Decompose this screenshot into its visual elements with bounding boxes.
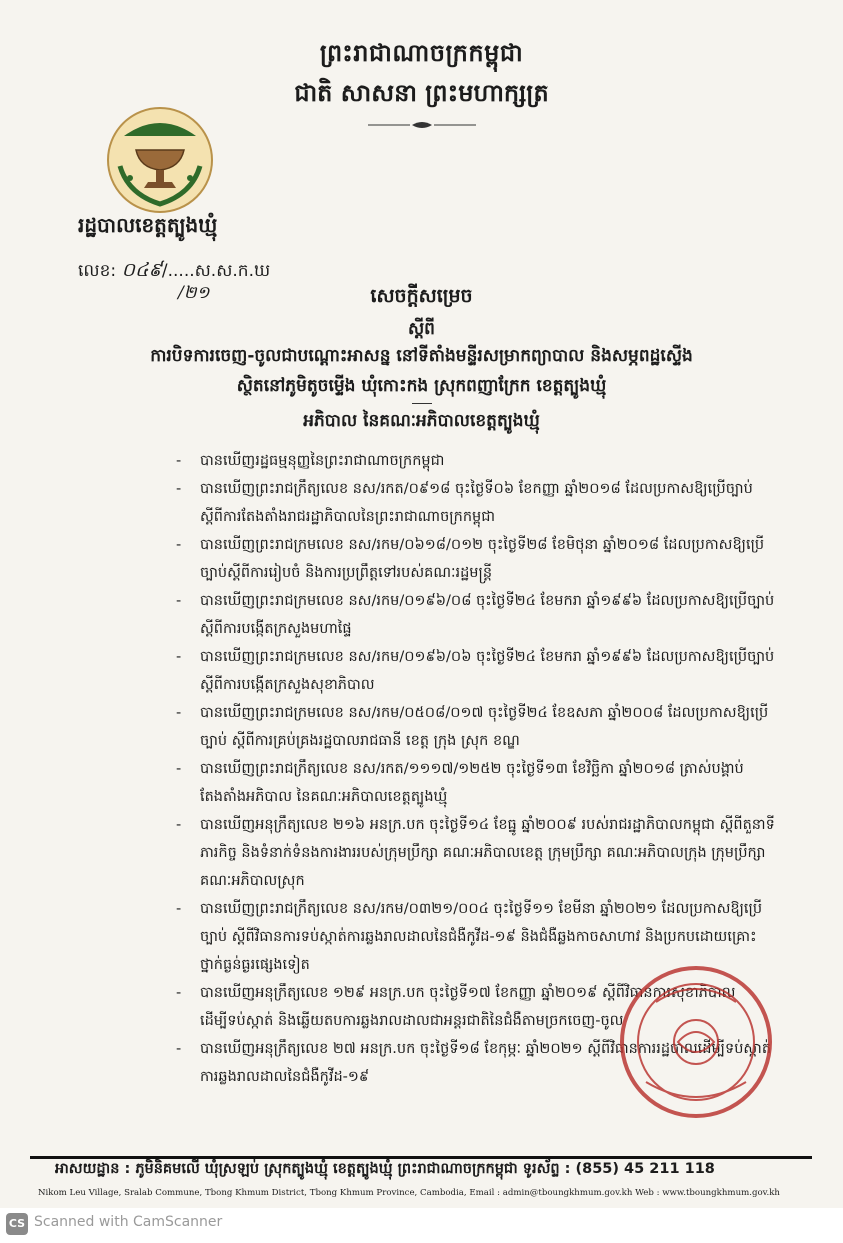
- list-item: - បានឃើញអនុក្រឹត្យលេខ ២១៦ អនក្រ.បក ចុះថ្ងៃទី១៤ ខែធ្នូ ឆ្នាំ២០០៩ របស់រាជរដ្ឋាភិបាលកម្ពុជា ស្តីពីតួនាទី ភារកិច្ច និងទំនាក់ទំនងការងាររបស់ក្រុមប្រឹក្សា គណៈអភិបាលខេត្ត ក្រុមប្រឹក្សា គណៈអភិបាលក្រុង ក្រុមប្រឹក្សា គណៈអភិបាលស្រុក: [176, 811, 776, 895]
- list-item: - បានឃើញអនុក្រឹត្យលេខ ២៧ អនក្រ.បក ចុះថ្ងៃទី១៨ ខែកុម្ភៈ ឆ្នាំ២០២១ ស្តីពីវិធានការរដ្ឋបាលដើម្បីទប់ស្កាត់ការឆ្លងរាលដាលនៃជំងឺកូវីដ-១៩: [176, 1035, 776, 1091]
- reference-number: ០៤៩: [121, 259, 162, 281]
- reference-label: លេខ:: [78, 261, 117, 281]
- reference-year: /២១: [178, 283, 210, 303]
- title-separator: [412, 403, 432, 404]
- list-item: - បានឃើញរដ្ឋធម្មនុញ្ញនៃព្រះរាជាណាចក្រកម្ពុជា: [176, 447, 776, 475]
- ornament-divider: [368, 120, 476, 130]
- kingdom-heading: ព្រះរាជាណាចក្រកម្ពុជា: [319, 39, 524, 67]
- provincial-seal-logo: [106, 106, 214, 214]
- list-item: - បានឃើញព្រះរាជក្រមលេខ នស/រកម/០១៩៦/០៦ ចុះថ្ងៃទី២៤ ខែមករា ឆ្នាំ១៩៩៦ ដែលប្រកាសឱ្យប្រើច្បាប់ស្តីពីការបង្កើតក្រសួងសុខាភិបាល: [176, 643, 776, 699]
- reference-suffix: /.....ស.ស.ក.ឃ: [161, 261, 271, 281]
- official-red-stamp: [616, 962, 776, 1122]
- footer-address-khmer: អាសយដ្ឋាន : ភូមិនិគមលើ ឃុំស្រឡប់ ស្រុកត្បូងឃ្មុំ ខេត្តត្បូងឃ្មុំ ព្រះរាជាណាចក្រកម្ពុជា ទូរស័ព្ទ : (855) 45 211 118: [55, 1161, 715, 1177]
- national-motto: ជាតិ សាសនា ព្រះមហាក្សត្រ: [294, 79, 549, 107]
- governor-heading: អភិបាល នៃគណៈអភិបាលខេត្តត្បូងឃ្មុំ: [303, 411, 540, 431]
- footer-divider: [30, 1156, 812, 1159]
- camscanner-logo-icon: CS: [6, 1213, 28, 1235]
- subject-line-1: ការបិទការចេញ-ចូលជាបណ្តោះអាសន្ន នៅទីតាំងមន្ទីរសម្រាកព្យាបាល និងសម្ភពដ្ឋស្ទើង: [150, 346, 693, 366]
- issuing-authority: រដ្ឋបាលខេត្តត្បូងឃ្មុំ: [78, 213, 218, 237]
- subject-line-2: ស្ថិតនៅភូមិតូចម្ទើង ឃុំកោះកង ស្រុកពញាក្រែក ខេត្តត្បូងឃ្មុំ: [236, 376, 607, 396]
- reference-line: [78, 258, 270, 286]
- list-item: - បានឃើញព្រះរាជក្រឹត្យលេខ នស/រកម/០៣២១/០០៤ ចុះថ្ងៃទី១១ ខែមីនា ឆ្នាំ២០២១ ដែលប្រកាសឱ្យប្រើច្បាប់ ស្តីពីវិធានការទប់ស្កាត់ការឆ្លងរាលដាលនៃជំងឺកូវីដ-១៩ និងជំងឺឆ្លងកាចសាហាវ និងប្រកបដោយគ្រោះថ្នាក់ធ្ងន់ធ្ងរផ្សេងទៀត: [176, 895, 776, 979]
- list-item: - បានឃើញព្រះរាជក្រឹត្យលេខ នស/រកត/០៩១៨ ចុះថ្ងៃទី០៦ ខែកញ្ញា ឆ្នាំ២០១៨ ដែលប្រកាសឱ្យប្រើច្បាប់ ស្តីពីការតែងតាំងរាជរដ្ឋាភិបាលនៃព្រះរាជាណាចក្រកម្ពុជា: [176, 475, 776, 531]
- title-on: ស្តីពី: [408, 319, 435, 339]
- list-item: - បានឃើញព្រះរាជក្រឹត្យលេខ នស/រកត/១១១៧/១២៥២ ចុះថ្ងៃទី១៣ ខែវិច្ឆិកា ឆ្នាំ២០១៨ ត្រាស់បង្គាប់តែងតាំងអភិបាល នៃគណៈអភិបាលខេត្តត្បូងឃ្មុំ: [176, 755, 776, 811]
- scanner-watermark-text: Scanned with CamScanner: [34, 1214, 223, 1230]
- list-item: - បានឃើញព្រះរាជក្រមលេខ នស/រកម/០១៩៦/០៨ ចុះថ្ងៃទី២៤ ខែមករា ឆ្នាំ១៩៩៦ ដែលប្រកាសឱ្យប្រើច្បាប់ស្តីពីការបង្កើតក្រសួងមហាផ្ទៃ: [176, 587, 776, 643]
- list-item: - បានឃើញអនុក្រឹត្យលេខ ១២៩ អនក្រ.បក ចុះថ្ងៃទី១៧ ខែកញ្ញា ឆ្នាំ២០១៩ ស្តីពីវិធានការសុខាភិបាល ដើម្បីទប់ស្កាត់ និងឆ្លើយតបការឆ្លងរាលដាលជាអន្តរជាតិនៃជំងឺតាមច្រកចេញ-ចូល: [176, 979, 776, 1035]
- footer-address-english: Nikom Leu Village, Sralab Commune, Tbong Khmum District, Tbong Khmum Province, Cambodia, Email : admin@tboungkhmum.gov.kh Web : www.tboungkhmum.gov.kh: [38, 1188, 780, 1198]
- document-title: សេចក្តីសម្រេច: [370, 285, 473, 307]
- list-item: - បានឃើញព្រះរាជក្រមលេខ នស/រកម/០៦១៨/០១២ ចុះថ្ងៃទី២៨ ខែមិថុនា ឆ្នាំ២០១៨ ដែលប្រកាសឱ្យប្រើច្បាប់ស្តីពីការរៀបចំ និងការប្រព្រឹត្តទៅរបស់គណៈរដ្ឋមន្ត្រី: [176, 531, 776, 587]
- list-item: - បានឃើញព្រះរាជក្រមលេខ នស/រកម/០៥០៨/០១៧ ចុះថ្ងៃទី២៤ ខែឧសភា ឆ្នាំ២០០៨ ដែលប្រកាសឱ្យប្រើច្បាប់ ស្តីពីការគ្រប់គ្រងរដ្ឋបាលរាជធានី ខេត្ត ក្រុង ស្រុក ខណ្ឌ: [176, 699, 776, 755]
